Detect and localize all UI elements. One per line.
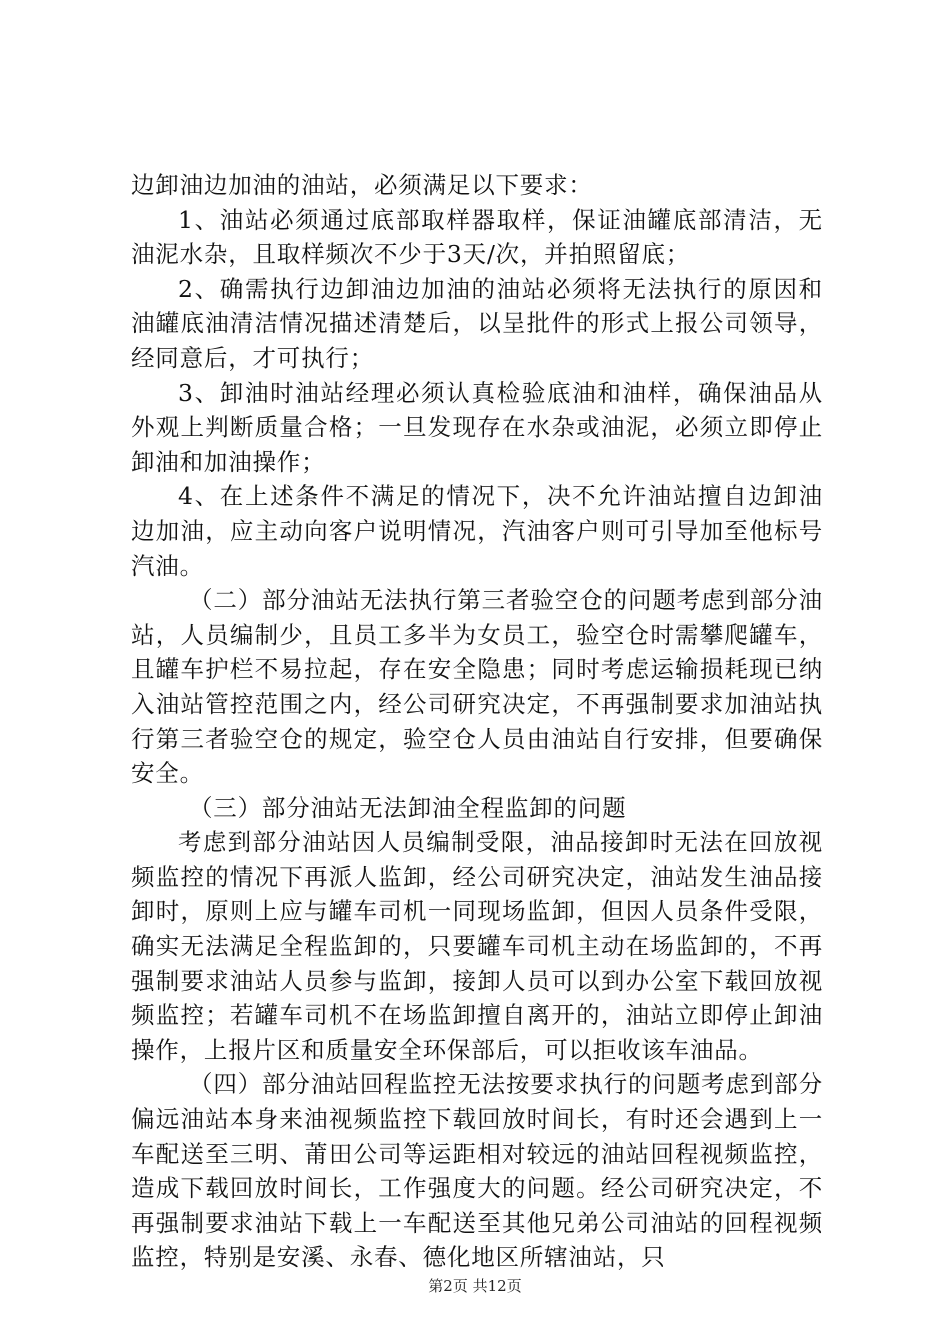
page-number-footer: 第2页 共12页 — [428, 1277, 522, 1295]
paragraph-intro: 边卸油边加油的油站，必须满足以下要求： — [131, 171, 593, 199]
paragraph-item-3: 3、卸油时油站经理必须认真检验底油和油样，确保油品从外观上判断质量合格；一旦发现存在水杂或油泥，必须立即停止卸油和加油操作； — [131, 378, 823, 476]
document-body — [131, 168, 823, 1275]
section-3-paragraph: 考虑到部分油站因人员编制受限，油品接卸时无法在回放视频监控的情况下再派人监卸，经公司研究决定，油站发生油品接卸时，原则上应与罐车司机一同现场监卸，但因人员条件受限，确实无法满足全程监卸的，只要罐车司机主动在场监卸的，不再强制要求油站人员参与监卸，接卸人员可以到办公室下载回放视频监控；若罐车司机不在场监卸擅自离开的，油站立即停止卸油操作，上报片区和质量安全环保部后，可以拒收该车油品。 — [131, 828, 823, 1064]
section-4-paragraph: （四）部分油站回程监控无法按要求执行的问题考虑到部分偏远油站本身来油视频监控下载回放时间长，有时还会遇到上一车配送至三明、莆田公司等运距相对较远的油站回程视频监控，造成下载回放时间长，工作强度大的问题。经公司研究决定，不再强制要求油站下载上一车配送至其他兄弟公司油站的回程视频监控，特别是安溪、永春、德化地区所辖油站，只 — [131, 1070, 823, 1272]
section-3-heading: （三）部分油站无法卸油全程监卸的问题 — [189, 793, 627, 822]
paragraph-item-2: 2、确需执行边卸油边加油的油站必须将无法执行的原因和油罐底油清洁情况描述清楚后，以呈批件的形式上报公司领导，经同意后，才可执行； — [131, 274, 823, 372]
paragraph-item-1: 1、油站必须通过底部取样器取样，保证油罐底部清洁，无油泥水杂，且取样频次不少于3天/次，并拍照留底； — [131, 205, 823, 269]
section-2-paragraph: （二）部分油站无法执行第三者验空仓的问题考虑到部分油站，人员编制少，且员工多半为女员工，验空仓时需攀爬罐车，且罐车护栏不易拉起，存在安全隐患；同时考虑运输损耗现已纳入油站管控范围之内，经公司研究决定，不再强制要求加油站执行第三者验空仓的规定，验空仓人员由油站自行安排，但要确保安全。 — [131, 586, 823, 788]
paragraph-item-4: 4、在上述条件不满足的情况下，决不允许油站擅自边卸油边加油，应主动向客户说明情况，汽油客户则可引导加至他标号汽油。 — [131, 482, 823, 580]
